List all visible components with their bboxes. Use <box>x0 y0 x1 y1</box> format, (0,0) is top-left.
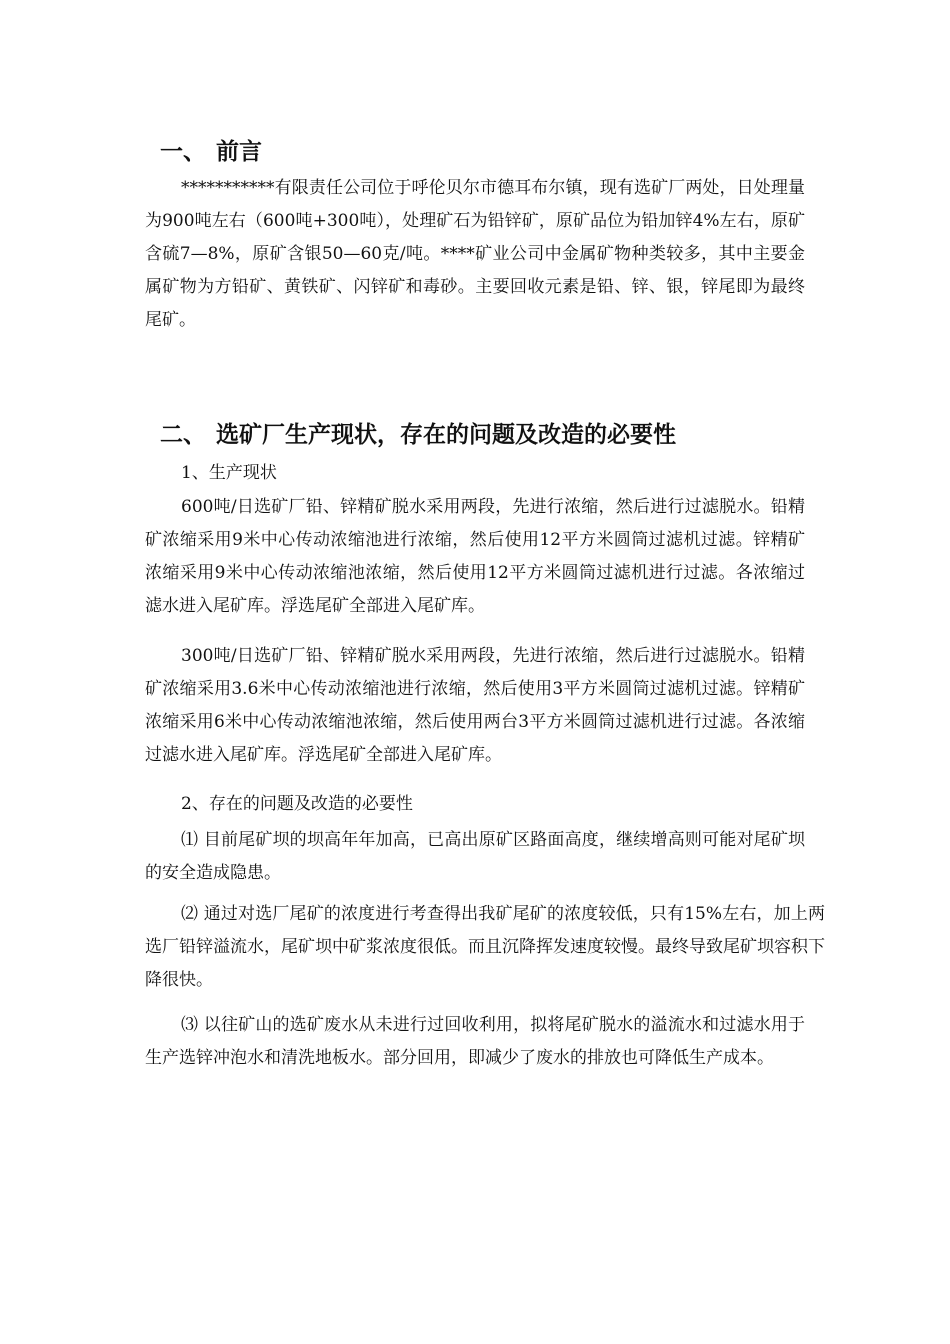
subsection-production-status: 1、生产现状 <box>181 463 277 483</box>
section-1-number: 一、 <box>160 139 206 165</box>
paragraph-300t-plant: 300吨/日选矿厂铅、锌精矿脱水采用两段，先进行浓缩，然后进行过滤脱水。铅精矿浓缩采用3.6米中心传动浓缩池进行浓缩，然后使用3平方米圆筒过滤机过滤。锌精矿浓缩采用6米中心传动浓缩池浓缩，然后使用两台3平方米圆筒过滤机进行过滤。各浓缩过滤水进入尾矿库。浮选尾矿全部进入尾矿库。 <box>145 646 805 765</box>
problem-item-2: ⑵ 通过对选厂尾矿的浓度进行考查得出我矿尾矿的浓度较低，只有15%左右，加上两选厂铅锌溢流水，尾矿坝中矿浆浓度很低。而且沉降挥发速度较慢。最终导致尾矿坝容积下降很快。 <box>145 904 825 990</box>
section-1-paragraph: ***********有限责任公司位于呼伦贝尔市德耳布尔镇，现有选矿厂两处，日处理量为900吨左右（600吨+300吨），处理矿石为铅锌矿，原矿品位为铅加锌4%左右，原矿含硫7—8%，原矿含银50—60克/吨。****矿业公司中金属矿物种类较多，其中主要金属矿物为方铅矿、黄铁矿、闪锌矿和毒砂。主要回收元素是铅、锌、银，锌尾即为最终尾矿。 <box>145 178 805 330</box>
problem-item-1: ⑴ 目前尾矿坝的坝高年年加高，已高出原矿区路面高度，继续增高则可能对尾矿坝的安全造成隐患。 <box>145 830 805 883</box>
section-1-title: 前言 <box>216 139 262 165</box>
subsection-problems: 2、存在的问题及改造的必要性 <box>181 794 413 814</box>
problem-item-3: ⑶ 以往矿山的选矿废水从未进行过回收利用，拟将尾矿脱水的溢流水和过滤水用于生产选锌冲泡水和清洗地板水。部分回用，即减少了废水的排放也可降低生产成本。 <box>145 1015 805 1068</box>
paragraph-600t-plant: 600吨/日选矿厂铅、锌精矿脱水采用两段，先进行浓缩，然后进行过滤脱水。铅精矿浓缩采用9米中心传动浓缩池进行浓缩，然后使用12平方米圆筒过滤机过滤。锌精矿浓缩采用9米中心传动浓缩池浓缩，然后使用12平方米圆筒过滤机进行过滤。各浓缩过滤水进入尾矿库。浮选尾矿全部进入尾矿库。 <box>145 497 805 616</box>
section-2-number: 二、 <box>160 422 206 448</box>
section-1-heading <box>160 137 262 167</box>
section-2-heading <box>160 420 676 450</box>
section-2-title: 选矿厂生产现状，存在的问题及改造的必要性 <box>216 422 676 448</box>
